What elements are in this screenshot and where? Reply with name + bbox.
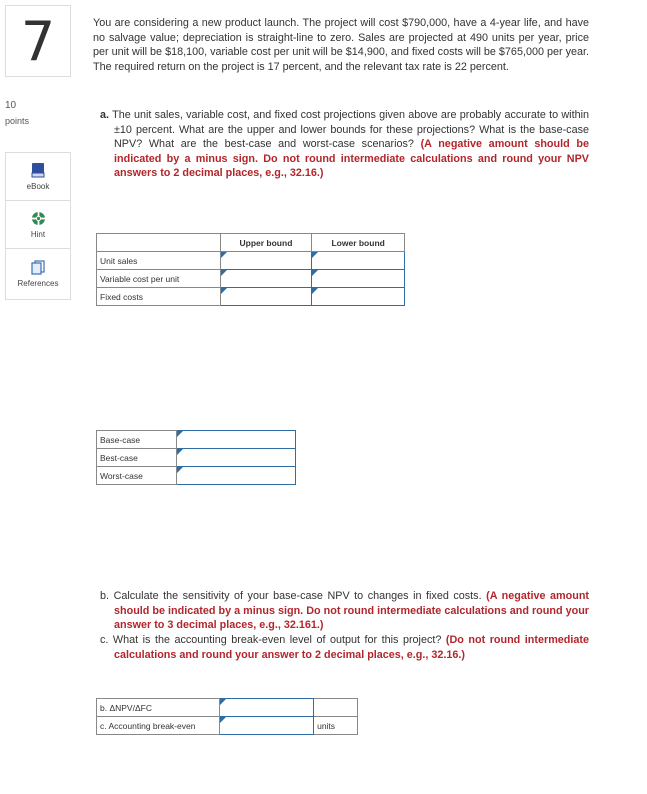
ebook-label: eBook [26,182,50,191]
part-a-letter: a. [100,109,110,121]
unit-sales-lower-input[interactable] [312,252,404,269]
part-c-letter: c. [100,634,109,646]
question-number-box [5,5,71,77]
hint-label: Hint [30,229,46,239]
scenario-table [96,430,296,485]
bounds-table [96,233,405,306]
best-case-cell [177,449,296,467]
fixed-costs-lower-cell [312,288,405,306]
best-case-label: Best-case [97,449,177,467]
base-case-label: Base-case [97,431,177,449]
hint-icon [31,211,46,226]
unit-sales-upper-cell [220,252,312,270]
bounds-header-blank [97,234,221,252]
question-prompt: You are considering a new product launch. The project will cost $790,000, have a 4-year life, and have no salvage value; depreciation is straight-line to zero. Sales are projected at 490 units per year, price per unit will be $18,100, variable cost per unit will be $14,900, and fixed costs will be $765,000 per year. The required return on the project is 17 percent, and the relevant tax rate is 22 percent. [93,17,589,73]
fixed-costs-upper-input[interactable] [221,288,312,305]
part-b-instruction: (A negative amount should be indicated by a minus sign. Do not round intermediate calculations and round your answer to 3 decimal places, e.g., 32.161.) [114,590,590,632]
break-even-cell [219,717,314,735]
sensitivity-label: b. ΔNPV/ΔFC [97,699,220,717]
ebook-icon [31,162,45,178]
worst-case-input[interactable] [177,467,295,484]
unit-sales-label: Unit sales [97,252,221,270]
points-label: points [5,116,30,126]
variable-cost-label: Variable cost per unit [97,270,221,288]
base-case-input[interactable] [177,431,295,448]
points-value: 10 [5,100,17,111]
hint-tool[interactable] [6,201,70,249]
variable-cost-lower-input[interactable] [312,270,404,287]
base-case-cell [177,431,296,449]
part-a-text [100,108,589,181]
break-even-input[interactable] [220,717,314,734]
references-tool[interactable] [6,249,70,299]
worst-case-label: Worst-case [97,467,177,485]
ebook-tool[interactable] [6,153,70,201]
answer-table [96,698,358,735]
part-b-text [100,589,589,633]
part-c-question: What is the accounting break-even level of output for this project? [112,634,442,646]
tools-panel [5,152,71,300]
part-a-question: The unit sales, variable cost, and fixed cost projections given above are probably accurate to within ±10 percent. What are the upper and lower bounds for these projections? What is the base-case NPV? What are the best-case and worst-case scenarios? [112,109,589,151]
unit-sales-lower-cell [312,252,405,270]
part-a-instruction: (A negative amount should be indicated by a minus sign. Do not round intermediate calculations and round your NPV answers to 2 decimal places, e.g., 32.16.) [114,138,589,180]
fixed-costs-lower-input[interactable] [312,288,404,305]
variable-cost-lower-cell [312,270,405,288]
worst-case-cell [177,467,296,485]
fixed-costs-label: Fixed costs [97,288,221,306]
references-label: References [17,279,59,288]
sensitivity-cell [219,699,314,717]
best-case-input[interactable] [177,449,295,466]
fixed-costs-upper-cell [220,288,312,306]
upper-bound-header: Upper bound [220,234,312,252]
part-c-text [100,633,589,662]
sensitivity-input[interactable] [220,699,314,716]
unit-sales-upper-input[interactable] [221,252,312,269]
lower-bound-header: Lower bound [312,234,405,252]
sensitivity-unit [314,699,358,717]
references-icon [31,260,45,275]
part-b-letter: b. [100,590,110,602]
variable-cost-upper-cell [220,270,312,288]
question-number: 7 [20,9,56,73]
part-c-instruction: (Do not round intermediate calculations and round your answer to 2 decimal places, e.g., 32.16.) [114,634,589,661]
variable-cost-upper-input[interactable] [221,270,312,287]
break-even-label: c. Accounting break-even [97,717,220,735]
break-even-unit: units [314,717,358,735]
part-b-question: Calculate the sensitivity of your base-case NPV to changes in fixed costs. [113,590,482,602]
